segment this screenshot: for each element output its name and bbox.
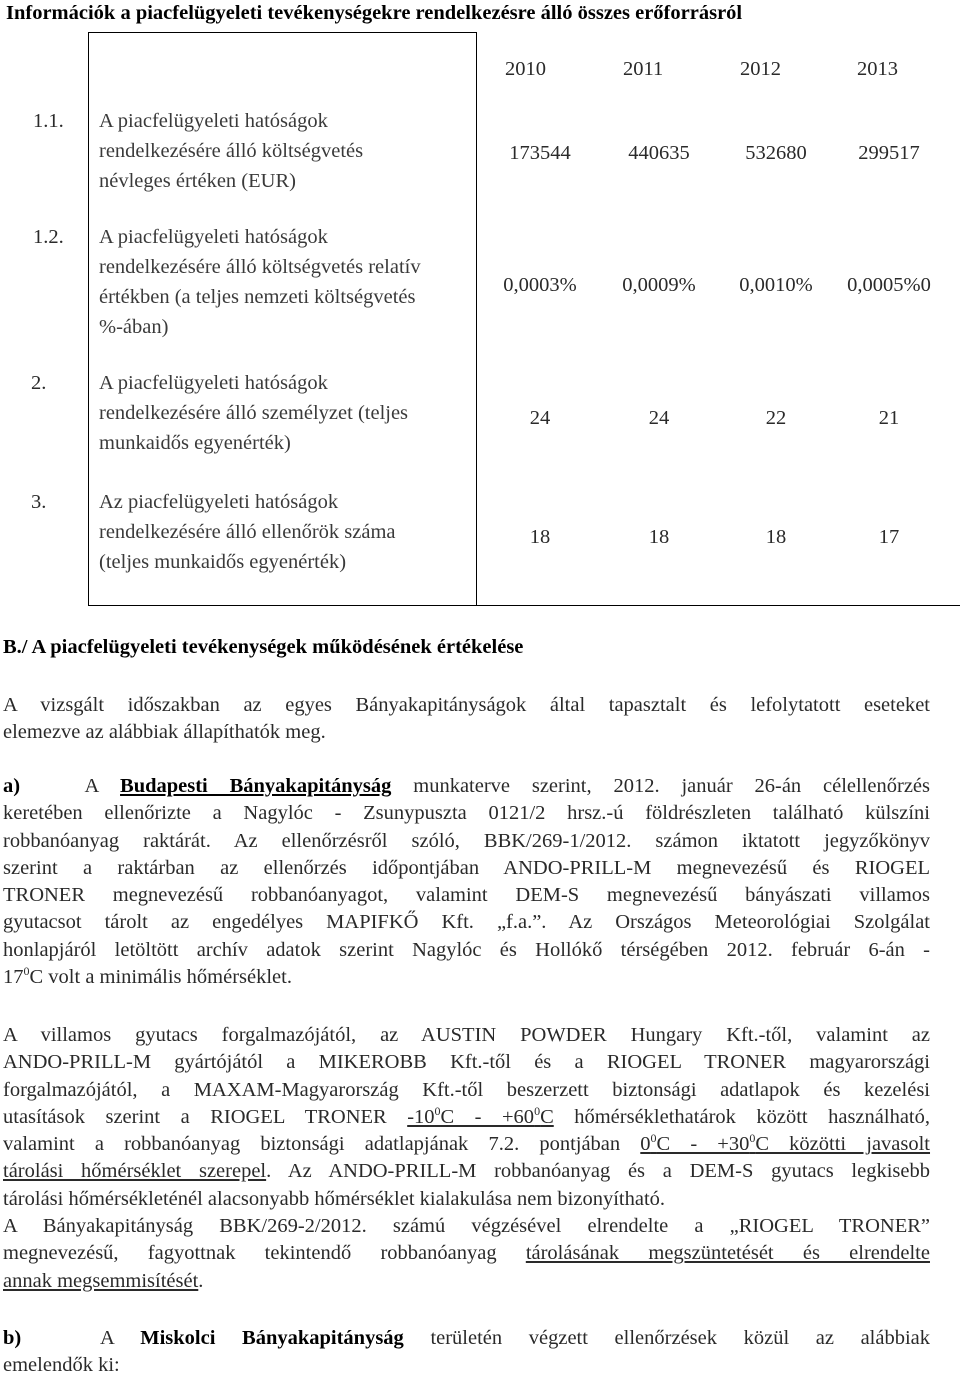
degree-sup: 0 <box>749 1131 756 1146</box>
paragraph-line: A Bányakapitányság BBK/269-2/2012. számú végzésével elrendelte a „RIOGEL TRONER” <box>3 1215 930 1238</box>
cell-value: 18 <box>648 526 670 548</box>
row-label-line: rendelkezésére álló ellenőrök száma <box>99 521 396 543</box>
paragraph-line: robbanóanyag raktárát. Az ellenőrzésről szóló, BBK/269-1/2012. számon iktatott jegyzőkönyv <box>3 829 930 852</box>
cell-value: 299517 <box>858 142 920 164</box>
paragraph-line: forgalmazójától, a MAXAM-Magyarország Kft.-től beszerzett biztonsági adatlapok és kezelési <box>3 1078 930 1101</box>
paragraph-a-first-line <box>3 773 930 800</box>
text-span: 0 <box>640 1133 651 1156</box>
page-title: Információk a piacfelügyeleti tevékenységekre rendelkezésre álló összes erőforrásról <box>6 2 743 24</box>
section-b-heading: B./ A piacfelügyeleti tevékenységek működésének értékelése <box>3 636 524 658</box>
paragraph-line: keretében ellenőrizte a Nagylóc - Zsunypuszta 0121/2 hrsz.-ú földrészleten található külszíni <box>3 802 930 825</box>
underlined-phrase: tárolásának megszüntetését és elrendelte <box>525 1242 930 1265</box>
text-span: területén végzett ellenőrzések közül az alábbiak <box>430 1327 931 1349</box>
underlined-phrase: annak megsemmisítését <box>3 1269 199 1292</box>
table-border-left <box>88 32 89 606</box>
table-border-bottom <box>88 605 960 606</box>
paragraph-line: honlapjáról letöltött archív adatok szerint Nagylóc és Hollókő térségében 2012. február 6-án - <box>3 938 930 961</box>
paragraph-line <box>3 1104 930 1131</box>
paragraph-line: A villamos gyutacs forgalmazójától, az AUSTIN POWDER Hungary Kft.-től, valamint az <box>3 1024 930 1046</box>
intro-line: elemezve az alábbiak állapíthatók meg. <box>3 721 326 744</box>
authority-name-budapest: Budapesti Bányakapitányság <box>120 775 392 797</box>
row-number: 1.2. <box>33 226 64 248</box>
text-span: C közötti javasolt <box>755 1133 931 1156</box>
row-label-line: rendelkezésére álló személyzet (teljes <box>99 402 409 424</box>
temp-range-troner <box>407 1106 554 1128</box>
row-label-line: rendelkezésére álló költségvetés relatív <box>99 256 421 278</box>
cell-value: 22 <box>765 407 787 429</box>
temp-range-recommended <box>640 1133 930 1155</box>
text-span: munkaterve szerint, 2012. január 26-án célellenőrzés <box>413 775 931 797</box>
cell-value: 440635 <box>628 142 690 164</box>
row-label-line: rendelkezésére álló költségvetés <box>99 140 364 162</box>
cell-value: 17 <box>878 526 900 548</box>
cell-value: 0,0010% <box>739 274 813 296</box>
paragraph-line: ANDO-PRILL-M gyártójától a MIKEROBB Kft.-től és a RIOGEL TRONER magyarországi <box>3 1051 930 1074</box>
text-span: C - +60 <box>440 1105 535 1128</box>
text-span: . <box>198 1269 204 1292</box>
text-span: . Az ANDO-PRILL-M robbanóanyag és a DEM-S gyutacs legkisebb <box>266 1160 930 1183</box>
row-label-line: (teljes munkaidős egyenérték) <box>99 551 347 573</box>
lead-word: A <box>99 1327 114 1349</box>
authority-name-miskolc: Miskolci Bányakapitányság <box>140 1327 404 1349</box>
intro-paragraph <box>3 692 930 747</box>
table-border-right <box>476 32 477 606</box>
row-label-line: %-ában) <box>99 316 169 338</box>
text-span: hőmérséklethatárok között használható, <box>553 1105 930 1128</box>
degree-sup: 0 <box>23 964 30 979</box>
paragraph-line: TRONER megnevezésű robbanóanyagot, valamint DEM-S megnevezésű bányászati villamos <box>3 884 930 907</box>
paragraph-line: tárolási hőmérsékleténél alacsonyabb hőmérséklet kialakulása nem bizonyítható. <box>3 1187 666 1210</box>
row-label-line: munkaidős egyenérték) <box>99 432 291 454</box>
intro-line: A vizsgált időszakban az egyes Bányakapitányságok által tapasztalt és lefolytatott eseteket <box>3 694 930 716</box>
paragraph-line: gyutacsot tárolt az engedélyes MAPIFKŐ Kft. „f.a.”. Az Országos Meteorológiai Szolgálat <box>3 911 930 934</box>
table-border-top <box>88 32 477 33</box>
row-label-line: névleges értéken (EUR) <box>99 170 296 192</box>
paragraph-line <box>3 964 930 991</box>
cell-value: 18 <box>765 526 787 548</box>
row-label-line: értékben (a teljes nemzeti költségvetés <box>99 286 416 308</box>
temp-value: 17 <box>3 966 24 989</box>
cell-value: 0,0005%0 <box>847 274 931 296</box>
row-number: 3. <box>31 491 47 513</box>
year-header: 2013 <box>857 58 898 80</box>
paragraph-line: szerint a raktárban az ellenőrzés időpontjában ANDO-PRILL-M megnevezésű és RIOGEL <box>3 856 930 879</box>
cell-value: 0,0003% <box>503 274 577 296</box>
cell-value: 18 <box>529 526 551 548</box>
cell-value: 24 <box>529 407 551 429</box>
row-label-line: A piacfelügyeleti hatóságok <box>99 226 328 248</box>
paragraph-b-first-line <box>3 1325 930 1352</box>
item-marker-b: b) <box>3 1327 22 1349</box>
text-span: valamint a robbanóanyag biztonsági adatlapjának 7.2. pontjában <box>3 1133 641 1156</box>
year-header: 2010 <box>505 58 546 80</box>
row-number: 1.1. <box>33 110 64 132</box>
text-span: megnevezésű, fagyottnak tekintendő robbanóanyag <box>3 1242 526 1265</box>
degree-sup: 0 <box>650 1131 657 1146</box>
row-label-line: A piacfelügyeleti hatóságok <box>99 372 328 394</box>
paragraph-a <box>3 773 930 991</box>
text-span: C - +30 <box>656 1133 750 1156</box>
text-span: -10 <box>407 1105 435 1128</box>
row-label-line: A piacfelügyeleti hatóságok <box>99 110 328 132</box>
cell-value: 173544 <box>509 142 571 164</box>
row-label-line: Az piacfelügyeleti hatóságok <box>99 491 339 513</box>
paragraph-line <box>3 1131 930 1158</box>
paragraph-line <box>3 1268 930 1295</box>
paragraph-b <box>3 1325 930 1380</box>
cell-value: 0,0009% <box>622 274 696 296</box>
row-number: 2. <box>31 372 47 394</box>
cell-value: 21 <box>878 407 900 429</box>
underlined-phrase: tárolási hőmérséklet szerepel <box>3 1160 267 1183</box>
lead-word: A <box>84 775 99 797</box>
item-marker-a: a) <box>3 775 21 797</box>
text-span: C volt a minimális hőmérséklet. <box>29 966 292 989</box>
paragraph-line <box>3 1158 930 1185</box>
year-header: 2012 <box>740 58 781 80</box>
text-span: utasítások szerint a RIOGEL TRONER <box>3 1105 408 1128</box>
cell-value: 24 <box>648 407 670 429</box>
year-header: 2011 <box>623 58 664 80</box>
cell-value: 532680 <box>745 142 807 164</box>
degree-sup: 0 <box>434 1104 441 1119</box>
text-span: C <box>540 1105 554 1128</box>
degree-sup: 0 <box>534 1104 541 1119</box>
paragraph-2 <box>3 1022 930 1295</box>
paragraph-line: emelendők ki: <box>3 1354 120 1377</box>
paragraph-line <box>3 1240 930 1267</box>
